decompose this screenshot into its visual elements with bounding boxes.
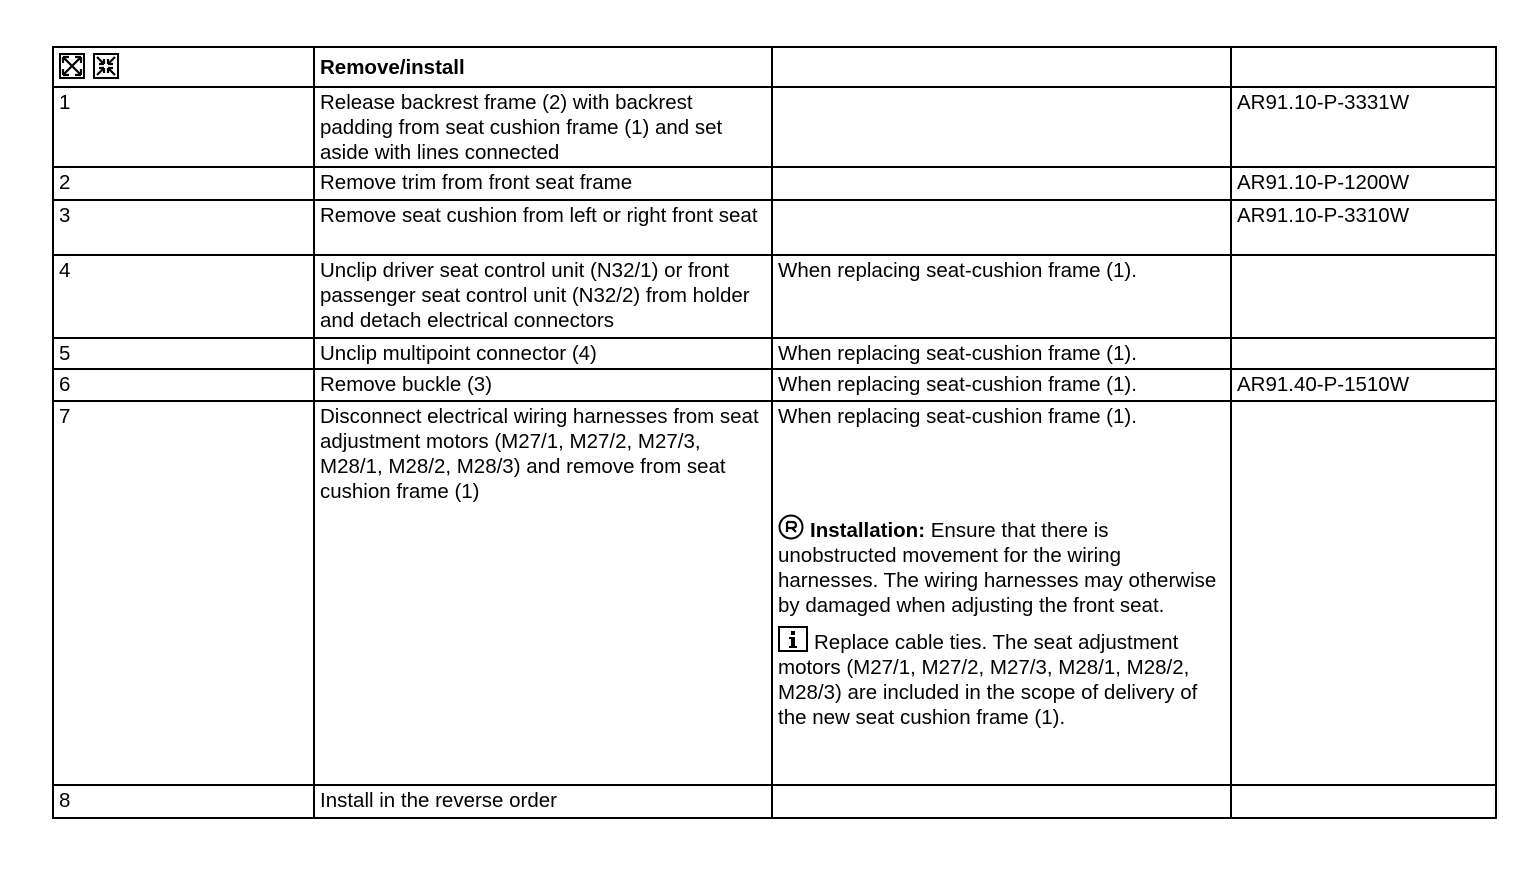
step-number: 5 bbox=[53, 338, 314, 369]
info-text: Replace cable ties. The seat adjustment motors (M27/1, M27/2, M27/3, M28/1, M28/2, M28/3) are included in the scope of delivery of the new seat cushion frame (1). bbox=[778, 631, 1198, 729]
table-row bbox=[53, 255, 1496, 338]
step-note bbox=[772, 785, 1231, 818]
header-icons-cell bbox=[53, 47, 314, 87]
step-note bbox=[772, 167, 1231, 200]
step-note bbox=[772, 200, 1231, 255]
step-reference-link[interactable]: AR91.40-P-1510W bbox=[1231, 369, 1496, 401]
step-note-cell bbox=[772, 401, 1231, 785]
step-action: Remove trim from front seat frame bbox=[314, 167, 772, 200]
header-empty-cell bbox=[772, 47, 1231, 87]
info-note bbox=[778, 626, 1225, 730]
step-action: Install in the reverse order bbox=[314, 785, 772, 818]
step-note: When replacing seat-cushion frame (1). bbox=[778, 405, 1137, 428]
step-reference-link[interactable] bbox=[1231, 401, 1496, 785]
step-action: Remove seat cushion from left or right front seat bbox=[314, 200, 772, 255]
step-number: 2 bbox=[53, 167, 314, 200]
table-row bbox=[53, 338, 1496, 369]
header-row bbox=[53, 47, 1496, 87]
step-reference-link[interactable]: AR91.10-P-1200W bbox=[1231, 167, 1496, 200]
step-action: Release backrest frame (2) with backrest padding from seat cushion frame (1) and set aside with lines connected bbox=[314, 87, 772, 167]
step-number: 7 bbox=[53, 401, 314, 785]
table-row bbox=[53, 785, 1496, 818]
procedure-table bbox=[52, 46, 1497, 819]
table-row bbox=[53, 200, 1496, 255]
installation-warning-icon bbox=[778, 514, 804, 540]
step-note: When replacing seat-cushion frame (1). bbox=[772, 255, 1231, 338]
step-note: When replacing seat-cushion frame (1). bbox=[772, 338, 1231, 369]
header-empty-cell bbox=[1231, 47, 1496, 87]
step-action: Unclip multipoint connector (4) bbox=[314, 338, 772, 369]
header-title-cell bbox=[314, 47, 772, 87]
step-number: 8 bbox=[53, 785, 314, 818]
step-action: Unclip driver seat control unit (N32/1) or front passenger seat control unit (N32/2) from holder and detach electrical connectors bbox=[314, 255, 772, 338]
installation-label: Installation: bbox=[810, 519, 926, 542]
step-reference-link[interactable] bbox=[1231, 255, 1496, 338]
installation-text: Ensure that there is unobstructed movement for the wiring harnesses. The wiring harnesses may otherwise by damaged when adjusting the front seat. bbox=[778, 519, 1217, 617]
table-row bbox=[53, 167, 1496, 200]
table-row bbox=[53, 401, 1496, 785]
header-title: Remove/install bbox=[320, 56, 465, 79]
info-icon bbox=[778, 626, 808, 652]
step-action: Remove buckle (3) bbox=[314, 369, 772, 401]
step-reference-link[interactable] bbox=[1231, 338, 1496, 369]
step-number: 3 bbox=[53, 200, 314, 255]
remove-icon bbox=[59, 53, 85, 79]
step-reference-link[interactable] bbox=[1231, 785, 1496, 818]
step-note: When replacing seat-cushion frame (1). bbox=[772, 369, 1231, 401]
table-row bbox=[53, 369, 1496, 401]
step-number: 1 bbox=[53, 87, 314, 167]
step-action: Disconnect electrical wiring harnesses from seat adjustment motors (M27/1, M27/2, M27/3, M28/1, M28/2, M28/3) and remove from seat cushion frame (1) bbox=[314, 401, 772, 785]
table-row bbox=[53, 87, 1496, 167]
install-icon bbox=[93, 53, 119, 79]
step-reference-link[interactable]: AR91.10-P-3331W bbox=[1231, 87, 1496, 167]
step-reference-link[interactable]: AR91.10-P-3310W bbox=[1231, 200, 1496, 255]
step-number: 4 bbox=[53, 255, 314, 338]
installation-note bbox=[778, 514, 1225, 618]
step-note bbox=[772, 87, 1231, 167]
step-number: 6 bbox=[53, 369, 314, 401]
